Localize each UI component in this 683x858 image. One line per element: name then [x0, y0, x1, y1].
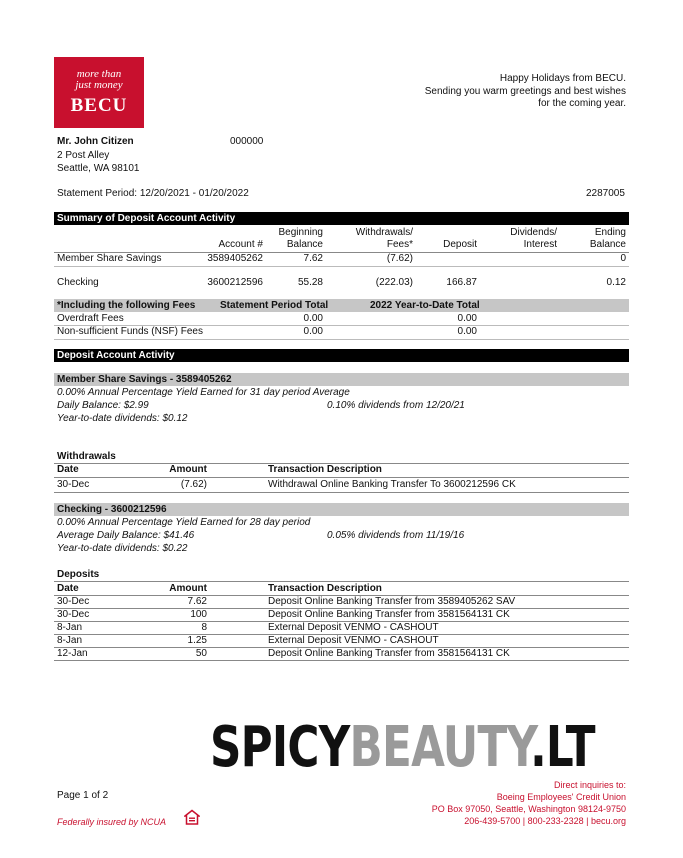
- withdrawal-date: 30-Dec: [57, 479, 90, 490]
- deposit-desc: External Deposit VENMO - CASHOUT: [268, 622, 439, 633]
- deposit-amount: 8: [201, 622, 207, 633]
- greeting-line-1: Happy Holidays from BECU.: [499, 73, 626, 84]
- withdrawals-bottom-rule: [54, 492, 629, 493]
- col-ending-2: Balance: [589, 239, 626, 250]
- withdrawals-title: Withdrawals: [57, 451, 116, 462]
- footer-org-name: Boeing Employees' Credit Union: [496, 792, 626, 802]
- col-dividends-2: Interest: [523, 239, 557, 250]
- col-beginning-1: Beginning: [278, 227, 323, 238]
- summary-row-withdrawals: (222.03): [375, 277, 413, 288]
- footer-contact: 206-439-5700 | 800-233-2328 | becu.org: [464, 816, 626, 826]
- logo-wordmark: BECU: [70, 95, 128, 116]
- fee-row-rule: [54, 339, 629, 340]
- customer-name: Mr. John Citizen: [57, 136, 134, 147]
- statement-period: Statement Period: 12/20/2021 - 01/20/2022: [57, 188, 249, 199]
- deposit-desc: External Deposit VENMO - CASHOUT: [268, 635, 439, 646]
- fee-row-period: 0.00: [303, 313, 323, 324]
- col-dividends-1: Dividends/: [510, 227, 557, 238]
- summary-row-ending: 0: [620, 253, 626, 264]
- watermark-part-3: .LT: [530, 715, 595, 780]
- summary-row-beginning: 55.28: [297, 277, 323, 288]
- col-beginning-2: Balance: [286, 239, 323, 250]
- fee-row-period: 0.00: [303, 326, 323, 337]
- checking-daily-balance: Average Daily Balance: $41.46: [57, 530, 195, 541]
- summary-row-beginning: 7.62: [303, 253, 323, 264]
- activity-header-bar: Deposit Account Activity: [54, 349, 629, 362]
- watermark-part-1: SPICY: [210, 715, 350, 780]
- watermark-part-2: BEAUTY: [349, 715, 531, 780]
- deposit-amount: 1.25: [187, 635, 207, 646]
- greeting-line-2: Sending you warm greetings and best wishes: [424, 85, 626, 97]
- footer-address: PO Box 97050, Seattle, Washington 98124-9750: [431, 804, 626, 814]
- customer-number: 000000: [230, 136, 264, 147]
- col-account: Account #: [218, 239, 263, 250]
- withdrawal-desc: Withdrawal Online Banking Transfer To 3600212596 CK: [268, 479, 516, 490]
- logo-tagline-2: just money: [75, 79, 123, 91]
- customer-address-2: Seattle, WA 98101: [57, 163, 140, 174]
- holiday-greeting: [425, 73, 626, 111]
- summary-row-account: 3600212596: [207, 277, 263, 288]
- deposit-desc: Deposit Online Banking Transfer from 3589405262 SAV: [268, 596, 516, 607]
- deposit-date: 8-Jan: [57, 635, 83, 646]
- savings-daily-balance: Daily Balance: $2.99: [57, 400, 149, 411]
- deposit-amount: 7.62: [187, 596, 207, 607]
- deposit-amount: 100: [190, 609, 207, 620]
- fee-row-name: Non-sufficient Funds (NSF) Fees: [57, 326, 203, 337]
- page-number: Page 1 of 2: [57, 790, 109, 801]
- summary-row-account: 3589405262: [207, 253, 263, 264]
- ncua-insured-text: Federally insured by NCUA: [57, 817, 167, 827]
- logo-tagline-1: more than: [76, 68, 122, 80]
- deposits-bottom-rule: [54, 660, 629, 661]
- customer-address-1: 2 Post Alley: [57, 150, 110, 161]
- checking-dividend-rate: 0.05% dividends from 11/19/16: [327, 530, 465, 541]
- equal-housing-icon: [184, 809, 200, 825]
- savings-ytd-dividends: Year-to-date dividends: $0.12: [57, 413, 188, 424]
- fees-col-period: Statement Period Total: [220, 300, 329, 311]
- checking-apy: 0.00% Annual Percentage Yield Earned for 28 day period: [57, 517, 311, 528]
- deposits-top-rule: [54, 581, 629, 582]
- savings-dividend-rate: 0.10% dividends from 12/20/21: [327, 400, 465, 411]
- savings-header-bar: Member Share Savings - 3589405262: [54, 373, 629, 386]
- col-deposit: Deposit: [443, 239, 477, 250]
- deposits-col-amount: Amount: [169, 583, 207, 594]
- fees-header-bar: [54, 299, 629, 312]
- deposit-date: 30-Dec: [57, 596, 90, 607]
- deposit-date: 8-Jan: [57, 622, 83, 633]
- deposit-date: 12-Jan: [57, 648, 88, 659]
- summary-row-name: Checking: [57, 277, 99, 288]
- withdrawals-col-date: Date: [57, 464, 79, 475]
- summary-row-deposit: 166.87: [446, 277, 477, 288]
- deposit-date: 30-Dec: [57, 609, 90, 620]
- watermark: [210, 715, 595, 780]
- deposit-amount: 50: [195, 648, 207, 659]
- summary-row-withdrawals: (7.62): [386, 253, 413, 264]
- fee-row-name: Overdraft Fees: [57, 313, 124, 324]
- savings-apy: 0.00% Annual Percentage Yield Earned for 31 day period Average: [57, 387, 350, 398]
- summary-header-bar: Summary of Deposit Account Activity: [54, 212, 629, 225]
- withdrawals-col-amount: Amount: [169, 464, 207, 475]
- col-ending-1: Ending: [594, 227, 626, 238]
- checking-ytd-dividends: Year-to-date dividends: $0.22: [57, 543, 188, 554]
- checking-header-bar: Checking - 3600212596: [54, 503, 629, 516]
- col-withdrawals-1: Withdrawals/: [355, 227, 413, 238]
- withdrawals-col-desc: Transaction Description: [268, 464, 382, 475]
- withdrawals-header-rule: [54, 477, 629, 478]
- fees-title: *Including the following Fees: [57, 300, 196, 311]
- statement-id: 2287005: [586, 188, 625, 199]
- deposits-title: Deposits: [57, 569, 100, 580]
- summary-row-ending: 0.12: [606, 277, 626, 288]
- summary-row-rule: [54, 266, 629, 267]
- becu-logo: [54, 57, 144, 128]
- greeting-line-3: for the coming year.: [538, 98, 626, 109]
- withdrawal-amount: (7.62): [180, 479, 207, 490]
- fees-col-ytd: 2022 Year-to-Date Total: [370, 300, 480, 311]
- deposit-desc: Deposit Online Banking Transfer from 3581564131 CK: [268, 609, 510, 620]
- fee-row-ytd: 0.00: [457, 326, 477, 337]
- col-withdrawals-2: Fees*: [386, 239, 413, 250]
- deposits-col-desc: Transaction Description: [268, 583, 382, 594]
- fee-row-ytd: 0.00: [457, 313, 477, 324]
- deposits-col-date: Date: [57, 583, 79, 594]
- summary-row-name: Member Share Savings: [57, 253, 162, 264]
- footer-direct-inquiries: Direct inquiries to:: [553, 780, 626, 790]
- deposit-desc: Deposit Online Banking Transfer from 3581564131 CK: [268, 648, 510, 659]
